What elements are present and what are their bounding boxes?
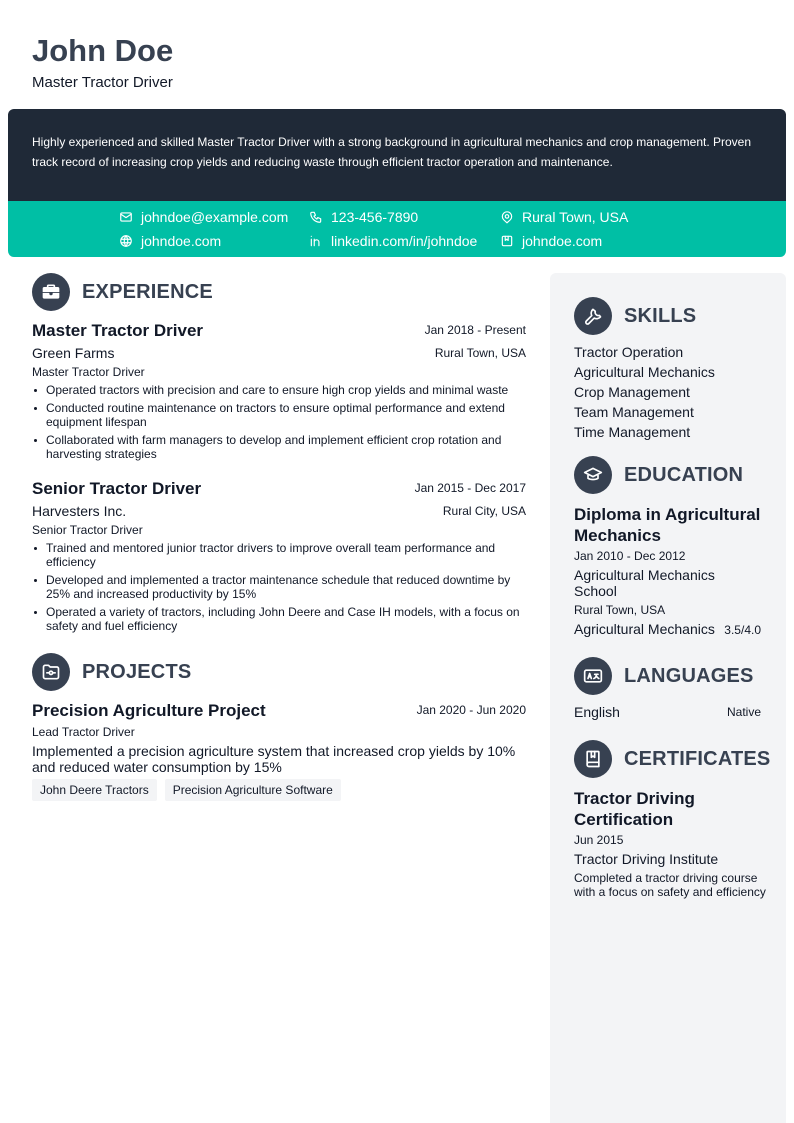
contact-website-text: johndoe.com xyxy=(141,233,222,249)
contact-email-text: johndoe@example.com xyxy=(141,209,289,225)
contact-band xyxy=(8,201,786,257)
contact-linkedin[interactable] xyxy=(309,232,477,250)
skills-heading xyxy=(574,297,696,335)
education-location: Rural Town, USA xyxy=(574,603,666,617)
project-role: Lead Tractor Driver xyxy=(32,725,135,739)
skill-item: Team Management xyxy=(574,404,694,420)
map-pin-icon xyxy=(500,210,514,224)
resume-header xyxy=(32,32,173,91)
education-gpa: 3.5/4.0 xyxy=(724,623,761,637)
certificates-heading xyxy=(574,740,770,778)
project-tag: John Deere Tractors xyxy=(32,779,157,801)
job-title: Master Tractor Driver xyxy=(32,321,204,340)
job-role: Senior Tractor Driver xyxy=(32,523,143,537)
contact-portfolio-text: johndoe.com xyxy=(522,233,603,249)
job-company: Green Farms xyxy=(32,345,115,361)
project-tag: Precision Agriculture Software xyxy=(165,779,341,801)
graduation-cap-icon xyxy=(583,465,603,485)
sidebar xyxy=(550,273,786,1123)
skill-item: Crop Management xyxy=(574,384,690,400)
job-role: Master Tractor Driver xyxy=(32,365,145,379)
skill-item: Time Management xyxy=(574,424,691,440)
certificates-title: CERTIFICATES xyxy=(624,747,771,770)
summary-band xyxy=(8,109,786,201)
folder-icon xyxy=(41,662,61,682)
job-title: Senior Tractor Driver xyxy=(32,479,202,498)
list-item: Collaborated with farm managers to develop and implement efficient crop rotation and harvesting strategies xyxy=(32,433,526,461)
contact-location-text: Rural Town, USA xyxy=(522,209,629,225)
candidate-name: John Doe xyxy=(32,33,174,68)
briefcase-icon xyxy=(41,282,61,302)
list-item: Operated a variety of tractors, including John Deere and Case IH models, with a focus on safety and fuel efficiency xyxy=(32,605,526,633)
job-location: Rural City, USA xyxy=(442,504,526,518)
experience-title: EXPERIENCE xyxy=(82,280,213,303)
language-name: English xyxy=(574,704,620,720)
wrench-icon xyxy=(583,306,603,326)
projects-title: PROJECTS xyxy=(82,660,192,683)
languages-title: LANGUAGES xyxy=(624,664,754,687)
education-title: EDUCATION xyxy=(624,463,744,486)
education-dates: Jan 2010 - Dec 2012 xyxy=(574,549,686,563)
skill-item: Tractor Operation xyxy=(574,344,684,360)
contact-website[interactable] xyxy=(119,232,221,250)
education-school: Agricultural Mechanics School xyxy=(574,567,715,599)
contact-phone[interactable] xyxy=(309,208,418,226)
experience-heading xyxy=(32,273,213,311)
education-degree: Diploma in Agricultural Mechanics xyxy=(574,505,761,545)
job-company: Harvesters Inc. xyxy=(32,503,127,519)
certificate-book-icon xyxy=(583,749,603,769)
project-title: Precision Agriculture Project xyxy=(32,701,266,720)
skills-title: SKILLS xyxy=(624,304,697,327)
list-item: Developed and implemented a tractor maintenance schedule that reduced downtime by 25% and increased productivity by 15% xyxy=(32,573,526,601)
project-description: Implemented a precision agriculture system that increased crop yields by 10% and reduced water consumption by 15% xyxy=(32,743,516,775)
language-level: Native xyxy=(726,705,761,719)
mail-icon xyxy=(119,210,133,224)
certificate-issuer: Tractor Driving Institute xyxy=(574,851,719,867)
certificate-title: Tractor Driving Certification xyxy=(574,789,695,829)
certificate-description: Completed a tractor driving course with a focus on safety and efficiency xyxy=(574,871,766,899)
phone-icon xyxy=(309,210,323,224)
job-bullets xyxy=(32,383,526,465)
skill-item: Agricultural Mechanics xyxy=(574,364,715,380)
job-location: Rural Town, USA xyxy=(434,346,526,360)
summary-text: Highly experienced and skilled Master Tractor Driver with a strong background in agricultural mechanics and crop management. Proven track record of increasing crop yields and reducing waste through efficient tractor operation and maintenance. xyxy=(32,135,752,169)
linkedin-icon xyxy=(309,234,323,248)
project-dates: Jan 2020 - Jun 2020 xyxy=(416,703,526,717)
education-field: Agricultural Mechanics xyxy=(574,621,715,637)
job-dates: Jan 2015 - Dec 2017 xyxy=(414,481,526,495)
job-bullets xyxy=(32,541,526,637)
certificate-date: Jun 2015 xyxy=(574,833,624,847)
projects-heading xyxy=(32,653,191,691)
contact-location xyxy=(500,208,628,226)
education-heading xyxy=(574,456,743,494)
list-item: Trained and mentored junior tractor drivers to improve overall team performance and efficiency xyxy=(32,541,526,569)
contact-linkedin-text: linkedin.com/in/johndoe xyxy=(331,233,478,249)
project-tags xyxy=(32,779,349,801)
translate-icon xyxy=(583,666,603,686)
contact-email[interactable] xyxy=(119,208,288,226)
candidate-title: Master Tractor Driver xyxy=(32,74,173,91)
list-item: Conducted routine maintenance on tractors to ensure optimal performance and extend equipment lifespan xyxy=(32,401,526,429)
languages-heading xyxy=(574,657,754,695)
contact-phone-text: 123-456-7890 xyxy=(331,209,419,225)
list-item: Operated tractors with precision and care to ensure high crop yields and minimal waste xyxy=(32,383,526,397)
contact-portfolio[interactable] xyxy=(500,232,602,250)
bookmark-icon xyxy=(500,234,514,248)
globe-icon xyxy=(119,234,133,248)
job-dates: Jan 2018 - Present xyxy=(424,323,526,337)
